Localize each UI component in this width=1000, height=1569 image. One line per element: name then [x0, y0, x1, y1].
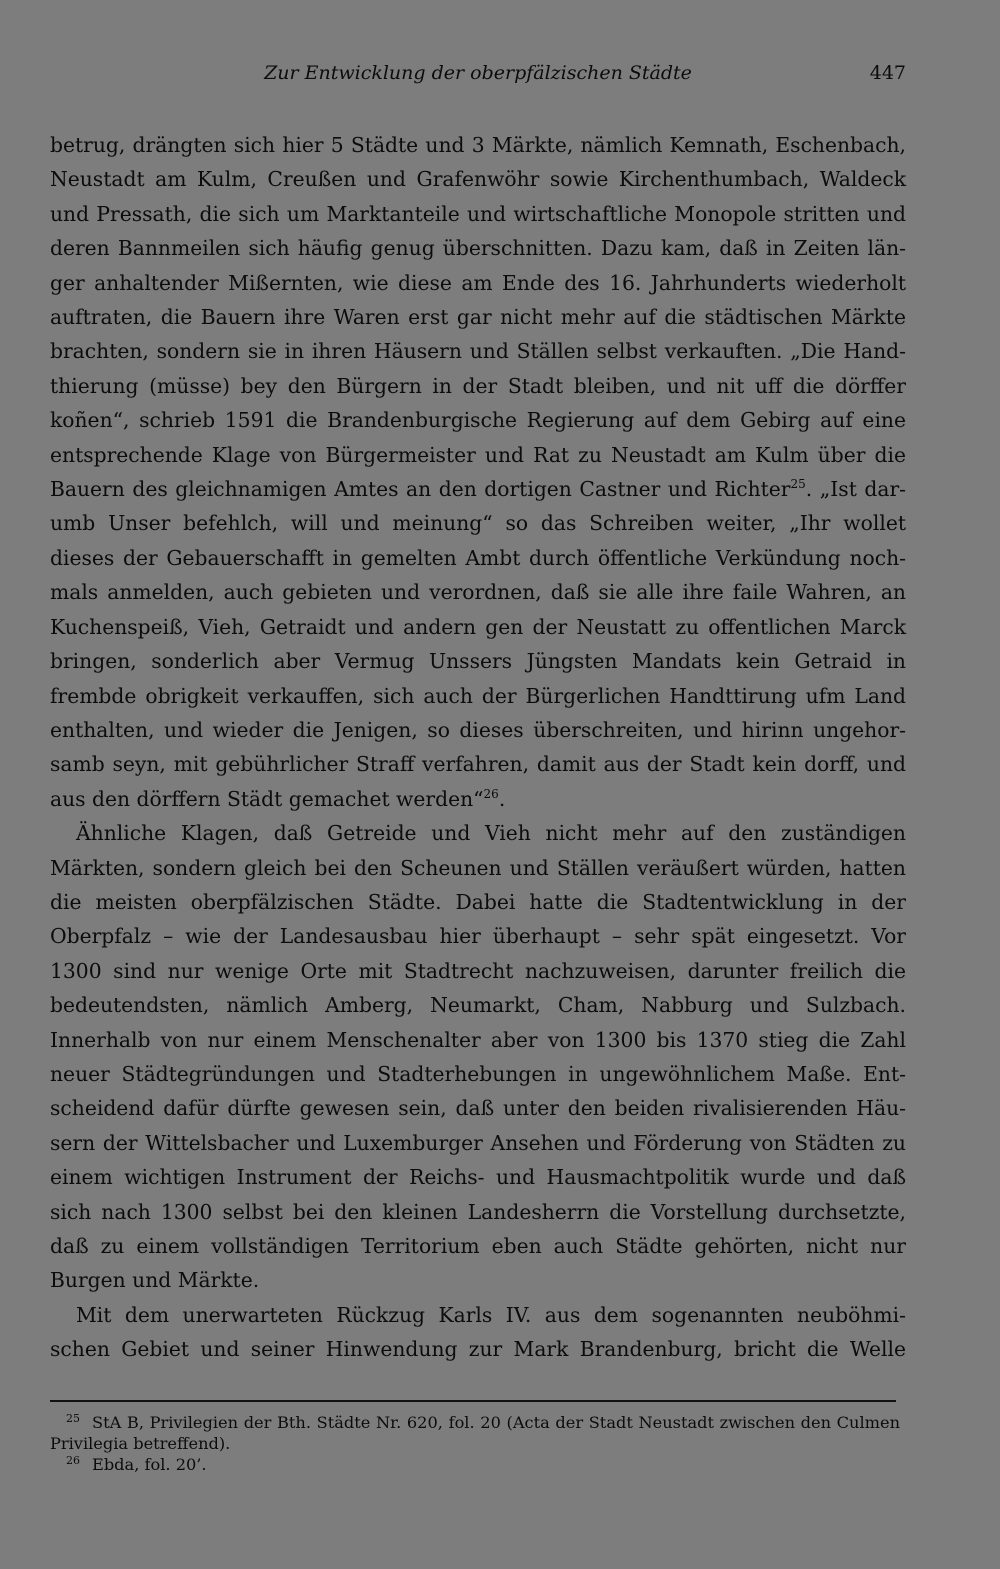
text-line-with-footnote-ref	[50, 472, 906, 506]
footnotes	[50, 1412, 900, 1475]
running-title: Zur Entwicklung der oberpfälzischen Städte	[264, 62, 692, 84]
text-line: bringen, sonderlich aber Vermug Unssers Jüngsten Mandats kein Getraid in	[50, 649, 906, 674]
text-line: samb seyn, mit gebührlicher Straff verfahren, damit aus der Stadt kein dorff, und	[50, 752, 906, 777]
footnote-ref-26[interactable]: 26	[483, 786, 499, 801]
text-line: Neustadt am Kulm, Creußen und Grafenwöhr sowie Kirchenthumbach, Waldeck	[50, 167, 906, 192]
text-line: Kuchenspeiß, Vieh, Getraidt und andern gen der Neustatt zu offentlichen Marck	[50, 614, 906, 639]
paragraph-2	[50, 816, 906, 1298]
body-text	[50, 128, 906, 1367]
text-line: Innerhalb von nur einem Menschenalter aber von 1300 bis 1370 stieg die Zahl	[50, 1027, 906, 1052]
text-line: dieses der Gebauerschafft in gemelten Ambt durch öffentliche Verkündung noch-	[50, 545, 906, 570]
footnote-26	[50, 1454, 900, 1475]
text-line: die meisten oberpfälzischen Städte. Dabei hatte die Stadtentwicklung in der	[50, 889, 906, 914]
text-line: Ähnliche Klagen, daß Getreide und Vieh nicht mehr auf den zuständigen	[76, 821, 906, 846]
text-fragment: Bauern des gleichnamigen Amtes an den dortigen Castner und Richter	[50, 477, 791, 502]
footnote-number: 26	[66, 1453, 80, 1467]
text-line: brachten, sondern sie in ihren Häusern und Ställen selbst verkauften. „Die Hand-	[50, 339, 906, 364]
text-line: Burgen und Märkte.	[50, 1268, 260, 1293]
text-line: betrug, drängten sich hier 5 Städte und 3 Märkte, nämlich Kemnath, Eschenbach,	[50, 133, 906, 157]
text-line: Märkten, sondern gleich bei den Scheunen und Ställen veräußert würden, hatten	[50, 855, 906, 880]
text-fragment: aus den dörffern Städt gemachet werden“	[50, 786, 484, 811]
text-line: ger anhaltender Mißernten, wie diese am Ende des 16. Jahrhunderts wiederholt	[50, 270, 906, 295]
text-line: 1300 sind nur wenige Orte mit Stadtrecht nachzuweisen, darunter freilich die	[50, 958, 906, 983]
footnote-25	[50, 1412, 900, 1454]
paragraph-1	[50, 128, 906, 816]
paragraph-3	[50, 1298, 906, 1367]
text-line: umb Unser befehlch, will und meinung“ so das Schreiben weiter, „Ihr wollet	[50, 511, 906, 536]
text-line: entsprechende Klage von Bürgermeister und Rat zu Neustadt am Kulm über die	[50, 442, 906, 467]
footnote-ref-25[interactable]: 25	[790, 477, 806, 492]
footnote-separator	[50, 1400, 896, 1402]
text-line: auftraten, die Bauern ihre Waren erst gar nicht mehr auf die städtischen Märkte	[50, 305, 906, 330]
text-line: deren Bannmeilen sich häufig genug überschnitten. Dazu kam, daß in Zeiten län-	[50, 236, 906, 261]
text-line: Mit dem unerwarteten Rückzug Karls IV. aus dem sogenannten neuböhmi-	[76, 1302, 906, 1327]
text-line: scheidend dafür dürfte gewesen sein, daß unter den beiden rivalisierenden Häu-	[50, 1096, 906, 1121]
footnote-number: 25	[66, 1411, 80, 1425]
footnote-text: Ebda, fol. 20’.	[92, 1455, 207, 1474]
text-line: neuer Städtegründungen und Stadterhebungen in ungewöhnlichem Maße. Ent-	[50, 1061, 906, 1086]
text-line: enthalten, und wieder die Jenigen, so dieses überschreiten, und hirinn ungehor-	[50, 717, 906, 742]
text-line: koñen“, schrieb 1591 die Brandenburgische Regierung auf dem Gebirg auf eine	[50, 408, 906, 433]
text-line: bedeutendsten, nämlich Amberg, Neumarkt, Cham, Nabburg und Sulzbach.	[50, 993, 906, 1018]
text-line: mals anmelden, auch gebieten und verordnen, daß sie alle ihre faile Wahren, an	[50, 580, 906, 605]
text-line: thierung (müsse) bey den Bürgern in der Stadt bleiben, und nit uff die dörffer	[50, 373, 906, 398]
text-line: sich nach 1300 selbst bei den kleinen Landesherrn die Vorstellung durchsetzte,	[50, 1199, 906, 1224]
text-line: schen Gebiet und seiner Hinwendung zur Mark Brandenburg, bricht die Welle	[50, 1337, 906, 1362]
text-line: einem wichtigen Instrument der Reichs- und Hausmachtpolitik wurde und daß	[50, 1165, 906, 1190]
page-header	[50, 60, 906, 90]
text-fragment: .	[498, 786, 506, 811]
text-line-with-footnote-ref	[50, 782, 906, 816]
text-line: und Pressath, die sich um Marktanteile und wirtschaftliche Monopole stritten und	[50, 201, 906, 226]
page-number: 447	[869, 62, 906, 84]
text-line: daß zu einem vollständigen Territorium eben auch Städte gehörten, nicht nur	[50, 1234, 906, 1258]
text-fragment: . „Ist dar-	[805, 477, 906, 502]
text-line: Oberpfalz – wie der Landesausbau hier überhaupt – sehr spät eingesetzt. Vor	[50, 924, 906, 949]
text-line: frembde obrigkeit verkauffen, sich auch der Bürgerlichen Handttirung ufm Land	[50, 683, 906, 708]
footnote-text: StA B, Privilegien der Bth. Städte Nr. 620, fol. 20 (Acta der Stadt Neustadt zwischen den Culmen Privilegia betreffend).	[50, 1413, 900, 1453]
text-line: sern der Wittelsbacher und Luxemburger Ansehen und Förderung von Städten zu	[50, 1130, 906, 1155]
